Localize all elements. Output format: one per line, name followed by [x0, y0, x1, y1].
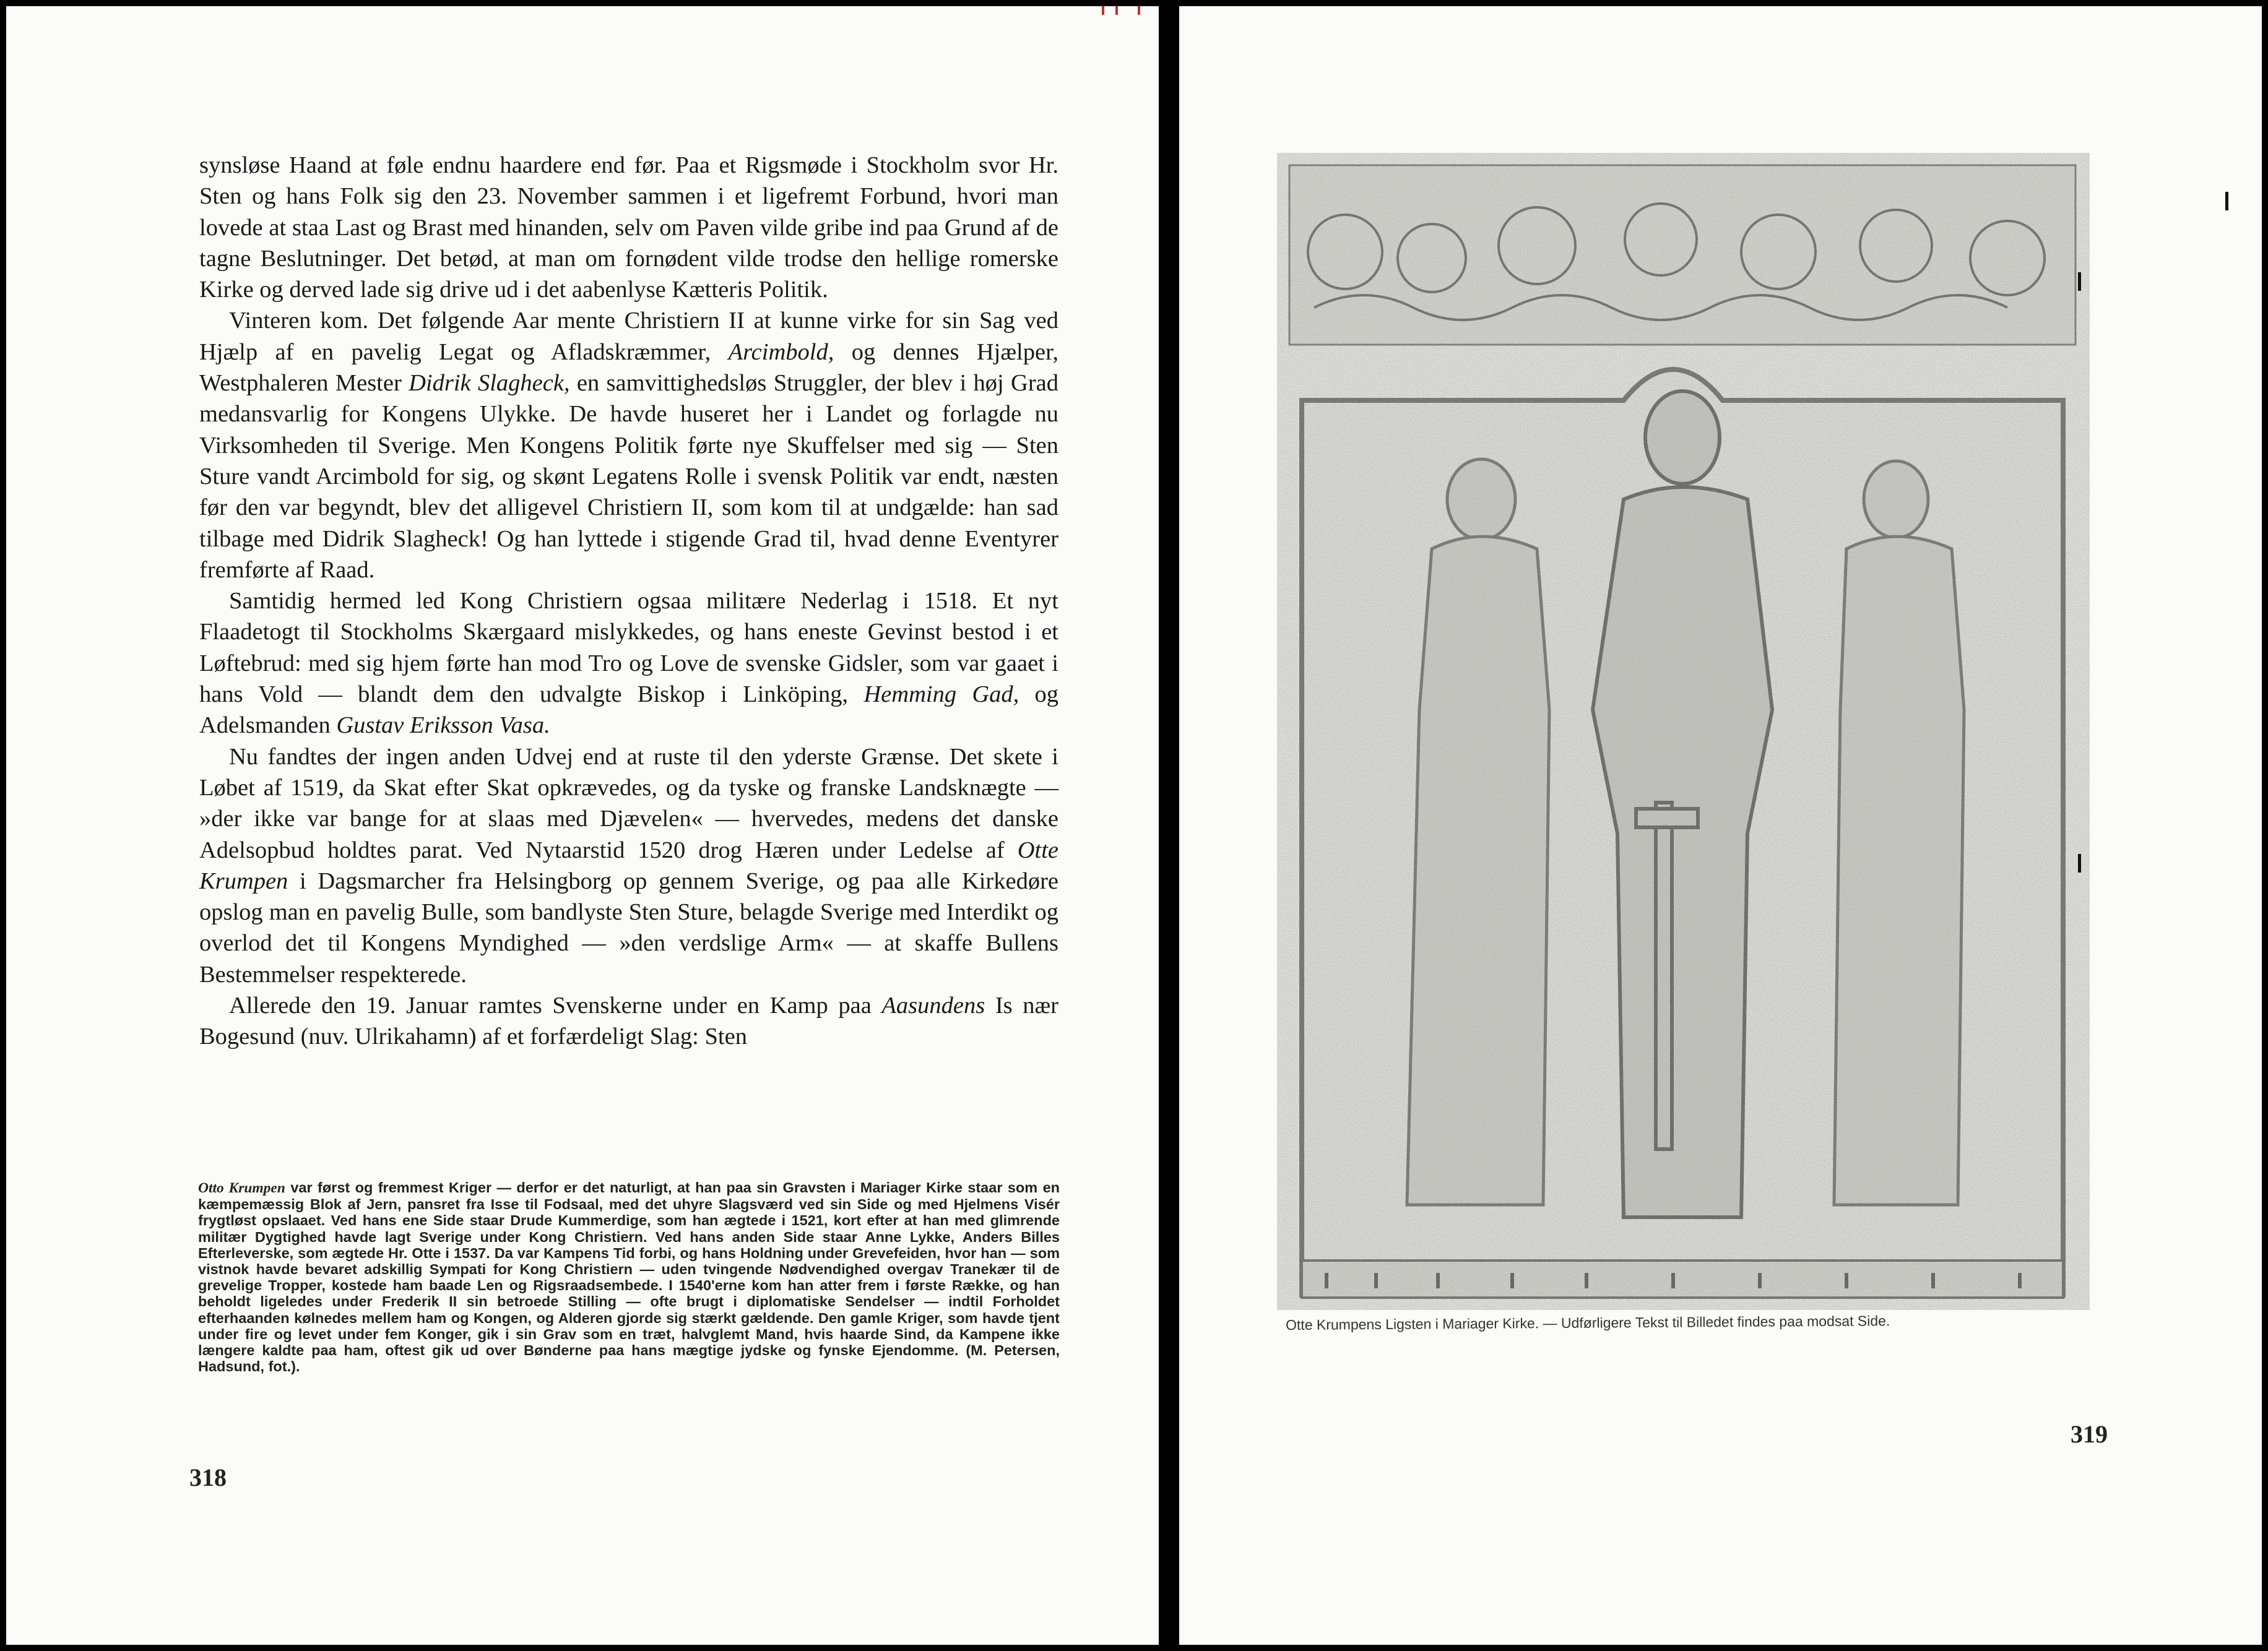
page-number-left: 318 [189, 1463, 227, 1491]
text-run: og Adelsmanden [199, 681, 1058, 739]
text-run: og dennes Hjælper, Westphaleren Mester [199, 338, 1058, 397]
italic-name: Hemming Gad, [863, 681, 1019, 708]
paragraph [199, 150, 1058, 305]
italic-name: Otte Krumpen [199, 837, 1058, 894]
paragraph [199, 585, 1058, 741]
photo-caption: Otte Krumpens Ligsten i Mariager Kirke. — Udførligere Tekst til Billedet findes paa modsat Side. [1286, 1313, 1890, 1333]
edge-mark [2078, 272, 2081, 291]
text-run: Vinteren kom. Det følgende Aar mente Christiern II at kunne virke for sin Sag ved Hjælp af en pavelig Legat og Afladskræmmer, [199, 308, 1058, 365]
italic-name: Gustav Eriksson Vasa. [336, 712, 550, 739]
right-page [1179, 6, 2262, 1645]
text-run: Nu fandtes der ingen anden Udvej end at ruste til den yderste Grænse. Det skete i Løbet af 1519, da Skat efter Skat opkrævedes, og da tyske og franske Landsknægte — »der ikke var bange for at slaas med Djævelen« — hvervedes, medens det danske Adelsopbud holdtes parat. Ved Nytaarstid 1520 drog Hæren under Ledelse af [199, 743, 1058, 863]
paragraph [199, 990, 1058, 1053]
text-run: en samvittighedsløs Struggler, der blev i høj Grad medansvarlig for Kongens Ulykke. De havde huseret her i Landet og forlagde nu Virksomheden til Sverige. Men Kongens Politik førte nye Skuffelser med sig — Sten Sture vandt Arcimbold for sig, og skønt Legatens Rolle i svensk Politik var endt, næsten før den var begyndt, blev det alligevel Christiern II, som kom til at undgælde: han sad tilbage med Didrik Slagheck! Og han lyttede i stigende Grad til, hvad denne Eventyrer fremførte af Raad. [199, 370, 1058, 583]
left-page [6, 6, 1159, 1645]
text-run: Samtidig hermed led Kong Christiern ogsaa militære Nederlag i 1518. Et nyt Flaadetogt til Stockholms Skærgaard mislykkedes, og hans eneste Gevinst bestod i et Løftebrud: med sig hjem førte han mod Tro og Love de svenske Gidsler, som var gaaet i hans Vold — blandt dem den udvalgte Biskop i Linköping, [199, 588, 1058, 708]
text-run: var først og fremmest Kriger — derfor er det naturligt, at han paa sin Gravsten i Mariager Kirke staar som en kæmpemæssig Blok af Jern, pansret fra Isse til Fodsaal, med det uhyre Slagsværd ved sin Side og med Hjelmens Visér frygtløst opslaaet. Ved hans ene Side staar Drude Kummerdige, som han ægtede i 1521, kort efter at han med glimrende militær Dygtighed havde lagt Sverige under Kong Christiern. Ved hans anden Side staar Anne Lykke, Anders Billes Efterleverske, som ægtede Hr. Otte i 1537. Da var Kampens Tid forbi, og hans Holdning under Grevefeiden, hvor han — som vistnok havde bevaret adskillig Sympati for Kong Christiern — uden tvingende Nødvendighed overgav Tranekær til de grevelige Tropper, kostede ham baade Len og Rigsraadsembede. I 1540'erne kom han atter frem i første Række, og han beholdt ligeledes under Frederik II sin betroede Stilling — ofte brugt i diplomatiske Sendelser — indtil Forholdet efterhaanden kølnedes mellem ham og Kongen, og Alderen gjorde sig stærkt gældende. Den gamle Kriger, som havde tjent under fire og levet under fem Konger, gik i sin Grav som en træt, halvglemt Mand, hvis haarde Sind, da Kampene ikke længere kaldte paa ham, oftest gik ud over Bønderne paa hans mægtige jydske og fynske Ejendomme. (M. Petersen, Hadsund, fot.). [198, 1179, 1060, 1375]
text-run: i Dagsmarcher fra Helsingborg op gennem Sverige, og paa alle Kirkedøre opslog man en pavelig Bulle, som bandlyste Sten Sture, belagde Sverige med Interdikt og overlod det til Kongens Myndighed — »den verdslige Arm« — at skaffe Bullens Bestemmelser respekterede. [199, 868, 1058, 988]
italic-name: Aasundens [881, 993, 985, 1019]
edge-mark [2078, 854, 2081, 873]
italic-name: Arcimbold, [728, 338, 834, 365]
tombstone-photo [1277, 153, 2090, 1310]
binding-marks [1102, 6, 1151, 15]
text-run: Is nær Bogesund (nuv. Ulrikahamn) af et forfærdeligt Slag: Sten [199, 993, 1058, 1050]
italic-name: Otto Krumpen [198, 1180, 285, 1196]
image-caption-note [198, 1179, 1060, 1374]
paragraph [199, 741, 1058, 990]
text-run: Allerede den 19. Januar ramtes Svenskerne under en Kamp paa [229, 993, 882, 1019]
paragraph [199, 305, 1058, 585]
page-number-right: 319 [2071, 1420, 2108, 1448]
text-run: synsløse Haand at føle endnu haardere end før. Paa et Rigsmøde i Stockholm svor Hr. Sten og hans Folk sig den 23. November sammen i et ligefremt Forbund, hvori man lovede at staa Last og Brast med hinanden, selv om Paven vilde gribe ind paa Grund af de tagne Beslutninger. Det betød, at man om fornødent vilde trodse den hellige romerske Kirke og derved lade sig drive ud i det aabenlyse Kætteris Politik. [199, 152, 1058, 303]
italic-name: Didrik Slagheck, [409, 370, 570, 397]
body-text [199, 150, 1058, 1053]
edge-mark [2225, 192, 2228, 210]
